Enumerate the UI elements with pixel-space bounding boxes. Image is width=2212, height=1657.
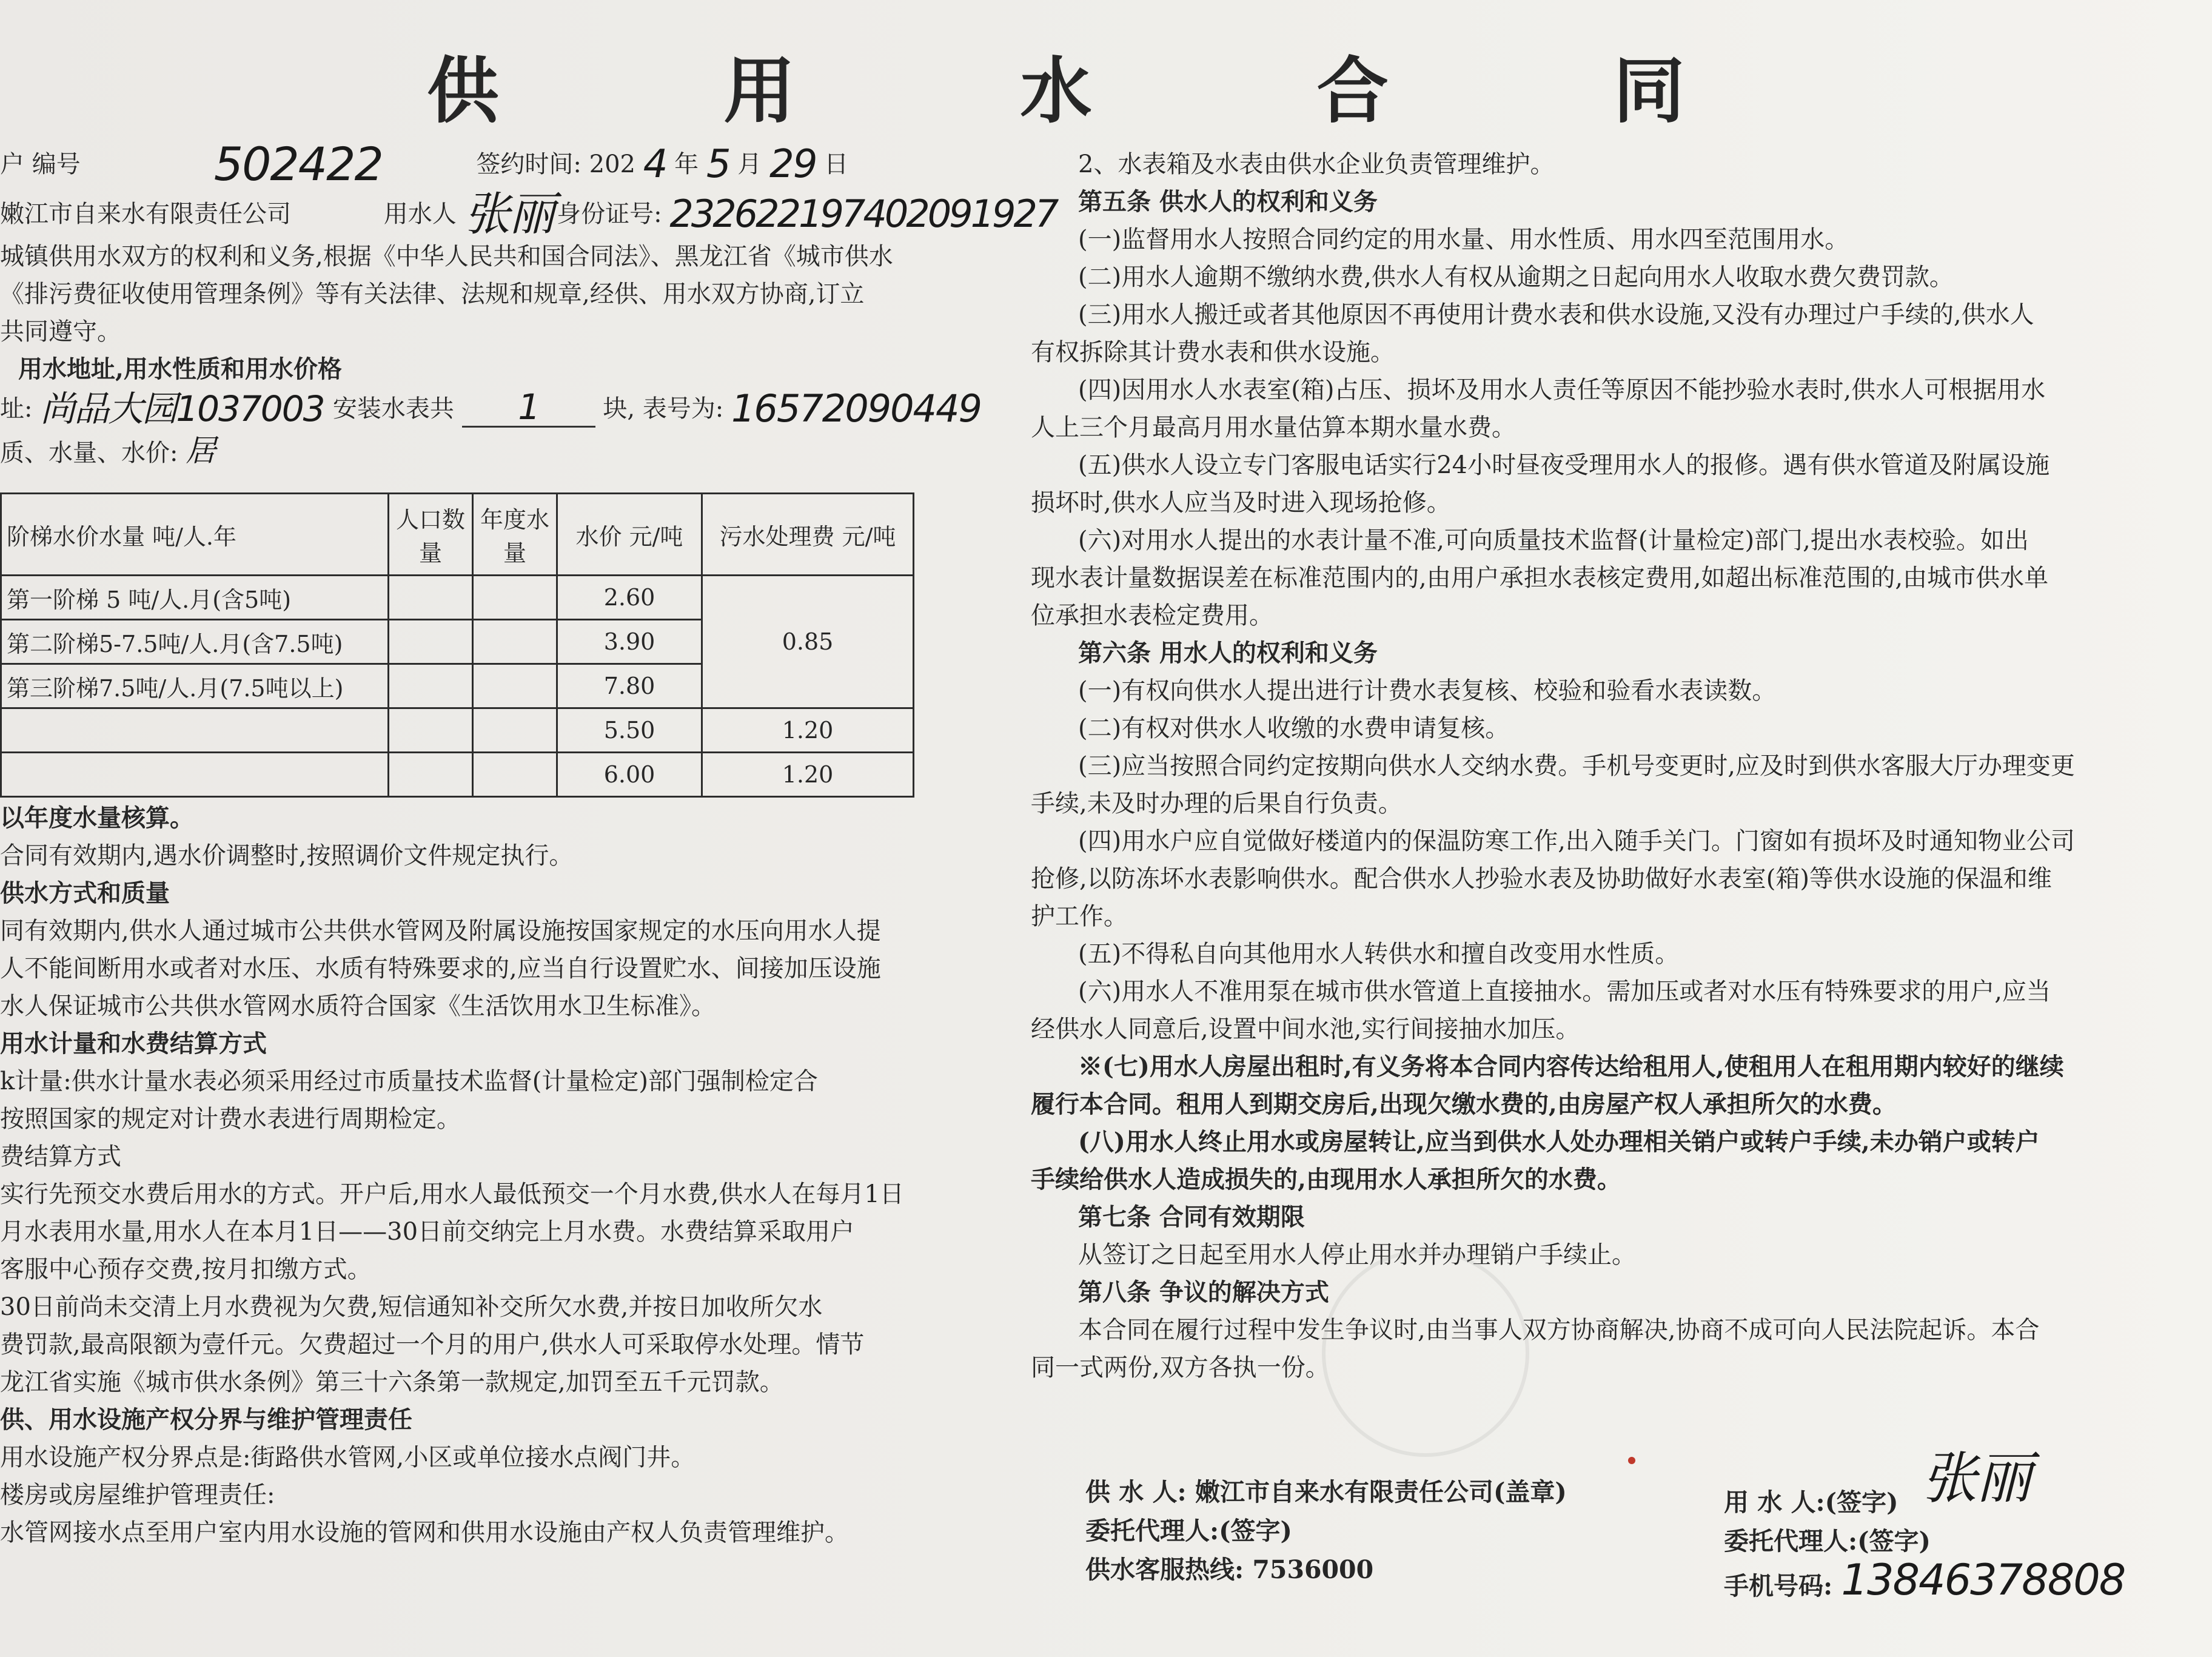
- phone-label: 手机号码:: [1724, 1571, 1833, 1601]
- price-cell: 7.80: [557, 664, 702, 708]
- red-ink-dot: [1628, 1457, 1635, 1464]
- annual-cell: [473, 708, 557, 753]
- header-sewage: 污水处理费 元/吨: [702, 494, 914, 576]
- clause-line: (一)监督用水人按照合同约定的用水量、用水性质、用水四至范围用水。: [1078, 226, 1849, 254]
- user-signature-block: [1724, 1446, 2125, 1605]
- clause-line: 第七条 合同有效期限: [1078, 1203, 1305, 1231]
- clause-line: (五)不得私自向其他用水人转供水和擅自改变用水性质。: [1078, 940, 1680, 968]
- meter-unit: 块, 表号为:: [603, 395, 724, 423]
- supplier-label: 供 水 人: 嫩江市自来水有限责任公司(盖章): [1085, 1477, 1567, 1507]
- population-cell: [389, 576, 473, 620]
- clause-line: 手续,未及时办理的后果自行负责。: [1031, 790, 1403, 818]
- clause-line: 从签订之日起至用水人停止用水并办理销户手续止。: [1078, 1241, 1636, 1269]
- address-line: [0, 386, 981, 432]
- clause-line: 损坏时,供水人应当及时进入现场抢修。: [1031, 489, 1451, 517]
- meter-count-label: 安装水表共: [332, 395, 454, 423]
- clause-line: 按照国家的规定对计费水表进行周期检定。: [0, 1105, 461, 1133]
- clause-line: k计量:供水计量水表必须采用经过市质量技术监督(计量检定)部门强制检定合: [0, 1067, 818, 1095]
- id-label: 身份证号:: [557, 200, 662, 228]
- sewage-cell: 1.20: [702, 708, 914, 753]
- clause-line: 费罚款,最高限额为壹仟元。欠费超过一个月的用户,供水人可采取停水处理。情节: [0, 1331, 865, 1359]
- account-label: 户 编号: [0, 150, 81, 178]
- price-cell: 3.90: [557, 620, 702, 664]
- id-number: 232622197402091927: [669, 192, 1057, 236]
- population-cell: [389, 708, 473, 753]
- clause-line: 以年度水量核算。: [0, 804, 194, 832]
- nature-value: 居: [186, 433, 215, 468]
- clause-line: 同有效期内,供水人通过城市公共供水管网及附属设施按国家规定的水压向用水人提: [0, 917, 881, 945]
- clause-line: 第五条 供水人的权利和义务: [1078, 187, 1378, 216]
- meter-count: 1: [462, 388, 595, 428]
- address-label: 址:: [0, 395, 33, 423]
- clause-line: 同一式两份,双方各执一份。: [1031, 1354, 1330, 1382]
- sewage-cell: 1.20: [702, 753, 914, 797]
- population-cell: [389, 664, 473, 708]
- price-cell: 5.50: [557, 708, 702, 753]
- account-number: 502422: [213, 137, 383, 191]
- header-population: 人口数量: [389, 494, 473, 576]
- supplier-signature-block: [1085, 1473, 1567, 1589]
- hotline: 供水客服热线: 7536000: [1085, 1555, 1374, 1584]
- tier-cell: 第三阶梯7.5吨/人.月(7.5吨以上): [1, 664, 389, 708]
- sign-year-unit: 年: [674, 150, 699, 178]
- supplier-name: 嫩江市自来水有限责任公司: [0, 200, 291, 228]
- clause-line: 供水方式和质量: [0, 879, 170, 907]
- document-title: 供 用 水 合 同: [427, 49, 1785, 133]
- nature-label: 质、水量、水价:: [0, 439, 178, 467]
- address-value: 尚品大园1037003: [40, 388, 324, 429]
- header-tier: 阶梯水价水量 吨/人.年: [1, 494, 389, 576]
- phone-number: 13846378808: [1841, 1555, 2125, 1605]
- tier-cell: 第二阶梯5-7.5吨/人.月(含7.5吨): [1, 620, 389, 664]
- clause-line: ※(七)用水人房屋出租时,有义务将本合同内容传达给租用人,使租用人在租用期内较好的继续: [1078, 1052, 2064, 1081]
- clause-line: 30日前尚未交清上月水费视为欠费,短信通知补交所欠水费,并按日加收所欠水: [0, 1293, 823, 1321]
- nature-line: [0, 432, 937, 472]
- clause-line: 本合同在履行过程中发生争议时,由当事人双方协商解决,协商不成可向人民法院起诉。本合: [1078, 1316, 2040, 1344]
- preamble-line-2: 《排污费征收使用管理条例》等有关法律、法规和规章,经供、用水双方协商,订立: [0, 280, 865, 308]
- annual-cell: [473, 576, 557, 620]
- clause-line: 人上三个月最高月用水量估算本期水量水费。: [1031, 414, 1516, 442]
- sign-date-label: 签约时间: 202: [476, 150, 635, 178]
- clause-line: (三)用水人搬迁或者其他原因不再使用计费水表和供水设施,又没有办理过户手续的,供水人: [1078, 301, 2034, 329]
- sign-month-unit: 月: [737, 150, 762, 178]
- clause-line: (六)对用水人提出的水表计量不准,可向质量技术监督(计量检定)部门,提出水表校验。如出: [1078, 526, 2029, 554]
- meter-number: 16572090449: [731, 386, 981, 431]
- clause-line: (三)应当按照合同约定按期向供水人交纳水费。手机号变更时,应及时到供水客服大厅办理变更: [1078, 752, 2075, 780]
- clause-line: 用水计量和水费结算方式: [0, 1029, 267, 1058]
- clause-line: 水人保证城市公共供水管网水质符合国家《生活饮用水卫生标准》。: [0, 992, 716, 1020]
- clause-line: 现水表计量数据误差在标准范围内的,由用户承担水表核定费用,如超出标准范围的,由城市供水单: [1031, 564, 2049, 592]
- clause-line: 供、用水设施产权分界与维护管理责任: [0, 1405, 412, 1434]
- clause-line: 抢修,以防冻坏水表影响供水。配合供水人抄验水表及协助做好水表室(箱)等供水设施的保温和维: [1031, 865, 2052, 893]
- preamble-line-3: 共同遵守。: [0, 318, 121, 346]
- supplier-agent: 委托代理人:(签字): [1085, 1516, 1292, 1545]
- clause-line: 龙江省实施《城市供水条例》第三十六条第一款规定,加罚至五千元罚款。: [0, 1368, 784, 1396]
- clause-line: 履行本合同。租用人到期交房后,出现欠缴水费的,由房屋产权人承担所欠的水费。: [1031, 1090, 1897, 1118]
- annual-cell: [473, 753, 557, 797]
- clause-line: 经供水人同意后,设置中间水池,实行间接抽水加压。: [1031, 1015, 1580, 1043]
- clause-line: 合同有效期内,遇水价调整时,按照调价文件规定执行。: [0, 842, 574, 870]
- clause-line: 实行先预交水费后用水的方式。开户后,用水人最低预交一个月水费,供水人在每月1日: [0, 1180, 904, 1208]
- price-cell: 2.60: [557, 576, 702, 620]
- clause-line: 护工作。: [1031, 902, 1128, 930]
- header-price: 水价 元/吨: [557, 494, 702, 576]
- clause-line: 位承担水表检定费用。: [1031, 602, 1273, 630]
- annual-cell: [473, 664, 557, 708]
- clause-line: (二)有权对供水人收缴的水费申请复核。: [1078, 714, 1510, 742]
- clause-line: 客服中心预存交费,按月扣缴方式。: [0, 1255, 372, 1283]
- clause-line: 楼房或房屋维护管理责任:: [0, 1481, 275, 1509]
- clause-line: 月水表用水量,用水人在本月1日——30日前交纳完上月水费。水费结算采取用户: [0, 1218, 855, 1246]
- user-signature: 张丽: [1921, 1446, 2031, 1511]
- sign-day: 29: [769, 142, 817, 187]
- user-sign-label: 用 水 人:(签字): [1724, 1488, 1899, 1517]
- preamble-line-1: 城镇供用水双方的权利和义务,根据《中华人民共和国合同法》、黑龙江省《城市供水: [0, 243, 893, 271]
- population-cell: [389, 620, 473, 664]
- clause-line: 手续给供水人造成损失的,由现用水人承担所欠的水费。: [1031, 1165, 1621, 1194]
- clause-line: 2、水表箱及水表由供水企业负责管理维护。: [1078, 150, 1555, 178]
- user-agent: 委托代理人:(签字): [1724, 1527, 1931, 1556]
- header-annual: 年度水量: [473, 494, 557, 576]
- faint-stamp-mark: [1322, 1249, 1529, 1457]
- water-rate-table: [0, 492, 914, 798]
- clause-line: 费结算方式: [0, 1143, 121, 1171]
- clause-line: (六)用水人不准用泵在城市供水管道上直接抽水。需加压或者对水压有特殊要求的用户,应当: [1078, 978, 2051, 1006]
- population-cell: [389, 753, 473, 797]
- table-row: [1, 753, 914, 797]
- clause-line: (二)用水人逾期不缴纳水费,供水人有权从逾期之日起向用水人收取水费欠费罚款。: [1078, 263, 1954, 291]
- left-lower-clauses: [0, 799, 937, 1551]
- table-row: [1, 576, 914, 620]
- phone-line: [1724, 1555, 2125, 1605]
- user-name-handwritten: 张丽: [464, 187, 554, 241]
- clause-line: 用水设施产权分界点是:街路供水管网,小区或单位接水点阀门井。: [0, 1444, 695, 1471]
- clause-line: 水管网接水点至用户室内用水设施的管网和供用水设施由产权人负责管理维护。: [0, 1519, 849, 1547]
- sign-day-unit: 日: [824, 150, 849, 178]
- clause-line: 第六条 用水人的权利和义务: [1078, 639, 1378, 667]
- clause-line: (四)因用水人水表室(箱)占压、损坏及用水人责任等原因不能抄验水表时,供水人可根据用水: [1078, 376, 2046, 404]
- left-column: [0, 137, 1057, 472]
- clause-line: 第八条 争议的解决方式: [1078, 1278, 1329, 1306]
- tier-cell: 第一阶梯 5 吨/人.月(含5吨): [1, 576, 389, 620]
- parties-line: [0, 187, 1057, 241]
- tier-cell: [1, 753, 389, 797]
- clause-line: 有权拆除其计费水表和供水设施。: [1031, 338, 1395, 366]
- annual-cell: [473, 620, 557, 664]
- sign-year-digit: 4: [643, 142, 667, 187]
- clause-line: (一)有权向供水人提出进行计费水表复核、校验和验看水表读数。: [1078, 677, 1777, 705]
- table-row: [1, 708, 914, 753]
- sign-month: 5: [706, 142, 730, 187]
- user-label: 用水人: [383, 200, 457, 228]
- clause-line: (五)供水人设立专门客服电话实行24小时昼夜受理用水人的报修。遇有供水管道及附属设施: [1078, 451, 2050, 479]
- right-column: [1031, 146, 2147, 1386]
- clause-line: 人不能间断用水或者对水压、水质有特殊要求的,应当自行设置贮水、间接加压设施: [0, 955, 881, 983]
- section1-heading: 用水地址,用水性质和用水价格: [18, 355, 342, 383]
- tier-cell: [1, 708, 389, 753]
- user-sign-line: [1724, 1446, 2125, 1522]
- table-header-row: [1, 494, 914, 576]
- clause-line: (八)用水人终止用水或房屋转让,应当到供水人处办理相关销户或转户手续,未办销户或转户: [1078, 1128, 2040, 1156]
- clause-line: (四)用水户应自觉做好楼道内的保温防寒工作,出入随手关门。门窗如有损坏及时通知物业公司: [1078, 827, 2075, 855]
- price-cell: 6.00: [557, 753, 702, 797]
- sewage-shared-cell: 0.85: [702, 576, 914, 708]
